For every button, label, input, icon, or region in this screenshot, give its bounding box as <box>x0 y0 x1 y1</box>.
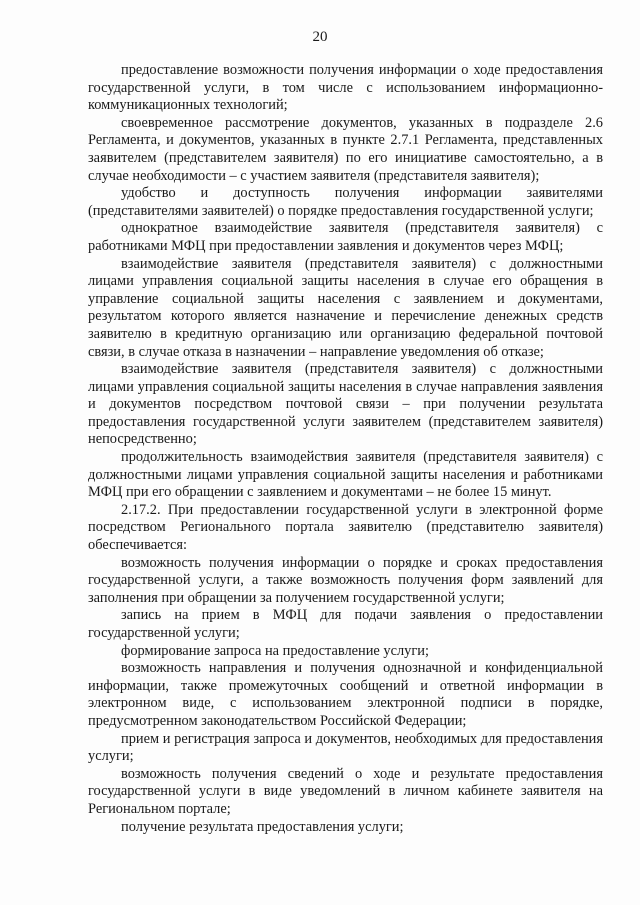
paragraph: возможность получения информации о порядке и сроках предоставления государственной услуги, а также возможность получения форм заявлений для заполнения при обращении за получением государственной услуги; <box>88 554 603 606</box>
paragraph: однократное взаимодействие заявителя (представителя заявителя) с работниками МФЦ при предоставлении заявления и документов через МФЦ; <box>88 220 603 254</box>
paragraph: удобство и доступность получения информации заявителями (представителями заявителей) о порядке предоставления государственной услуги; <box>88 185 603 219</box>
paragraph: формирование запроса на предоставление услуги; <box>121 642 429 659</box>
paragraph: предоставление возможности получения информации о ходе предоставления государственной услуги, в том числе с использованием информационно-коммуникационных технологий; <box>88 62 603 114</box>
paragraph: своевременное рассмотрение документов, указанных в подразделе 2.6 Регламента, и документов, указанных в пункте 2.7.1 Регламента, представленных заявителем (представителем заявителя) по его инициативе самостоятельно, а в случае необходимости – с участием заявителя (представителя заявителя); <box>88 114 603 184</box>
paragraph: взаимодействие заявителя (представителя заявителя) с должностными лицами управления социальной защиты населения в случае направления заявления и документов посредством почтовой связи – при получении результата предоставления государственной услуги заявителем (представителем заявителя) непосредственно; <box>88 361 603 448</box>
paragraph: возможность направления и получения однозначной и конфиденциальной информации, также промежуточных сообщений и ответной информации в электронном виде, с использованием электронной подписи в порядке, предусмотренном законодательством Российской Федерации; <box>88 660 603 729</box>
paragraph: возможность получения сведений о ходе и результате предоставления государственной услуги в виде уведомлений в личном кабинете заявителя на Региональном портале; <box>88 765 603 817</box>
page-number: 20 <box>312 29 328 45</box>
paragraph: прием и регистрация запроса и документов, необходимых для предоставления услуги; <box>88 730 603 765</box>
paragraph: получение результата предоставления услуги; <box>121 818 404 835</box>
paragraph: запись на прием в МФЦ для подачи заявления о предоставлении государственной услуги; <box>88 607 603 641</box>
paragraph: продолжительность взаимодействия заявителя (представителя заявителя) с должностными лицами управления социальной защиты населения и работниками МФЦ при его обращении с заявлением и документами – не более 15 минут. <box>88 449 603 501</box>
section-paragraph: 2.17.2. При предоставлении государственной услуги в электронной форме посредством Регионального портала заявителю (представителю заявителя) обеспечивается: <box>88 501 603 554</box>
paragraph: взаимодействие заявителя (представителя заявителя) с должностными лицами управления социальной защиты населения в случае его обращения в управление социальной защиты населения с заявлением и документами, результатом которого является назначение и перечисление денежных средств заявителю в кредитную организацию или организацию федеральной почтовой связи, в случае отказа в назначении – направление уведомления об отказе; <box>88 255 603 360</box>
document-body <box>88 62 603 836</box>
